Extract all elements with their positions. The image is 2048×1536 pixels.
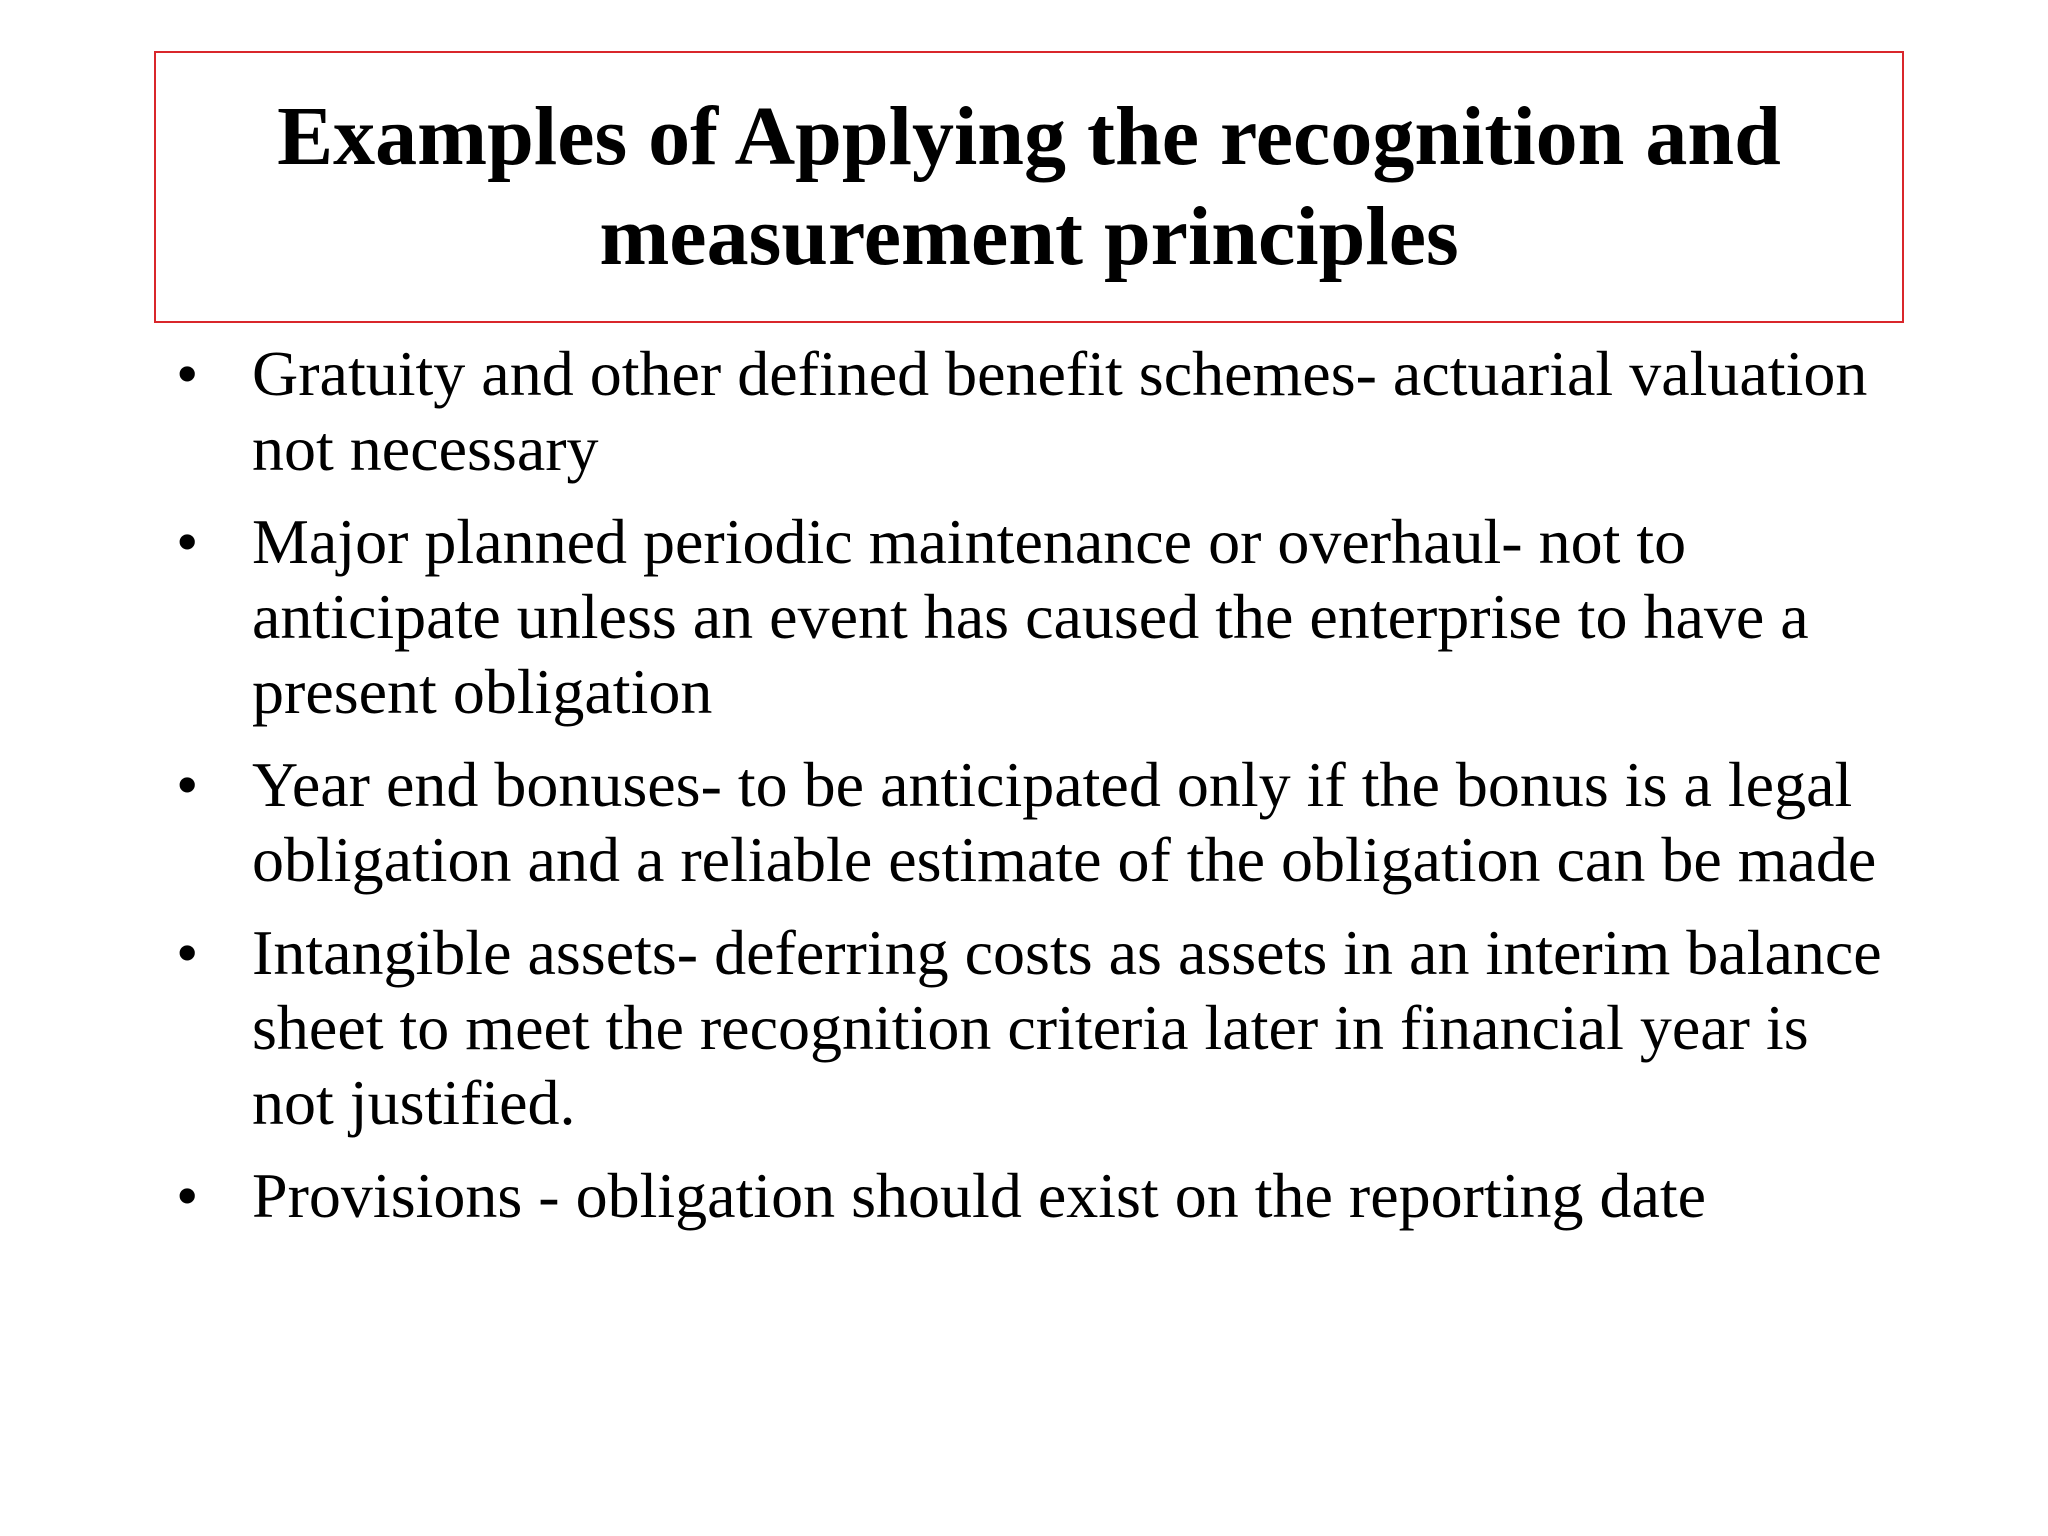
list-item (166, 1158, 1906, 1233)
bullet-text-intangible-assets: Intangible assets- deferring costs as assets in an interim balance sheet to meet the recognition criteria later in financial year is not justified. (252, 917, 1882, 1138)
bullet-list (166, 336, 1906, 1251)
list-item (166, 915, 1906, 1140)
bullet-icon: • (176, 506, 199, 577)
bullet-icon: • (176, 1160, 199, 1231)
bullet-text-bonuses: Year end bonuses- to be anticipated only if the bonus is a legal obligation and a reliable estimate of the obligation can be made (252, 749, 1877, 895)
title-box (154, 51, 1904, 323)
list-item (166, 504, 1906, 729)
slide-title: Examples of Applying the recognition and measurement principles (277, 90, 1781, 283)
list-item (166, 747, 1906, 897)
bullet-icon: • (176, 917, 199, 988)
bullet-icon: • (176, 749, 199, 820)
bullet-text-provisions: Provisions - obligation should exist on the reporting date (252, 1160, 1707, 1231)
bullet-text-gratuity: Gratuity and other defined benefit schemes- actuarial valuation not necessary (252, 338, 1868, 484)
bullet-icon: • (176, 338, 199, 409)
bullet-text-maintenance: Major planned periodic maintenance or overhaul- not to anticipate unless an event has caused the enterprise to have a present obligation (252, 506, 1809, 727)
list-item (166, 336, 1906, 486)
